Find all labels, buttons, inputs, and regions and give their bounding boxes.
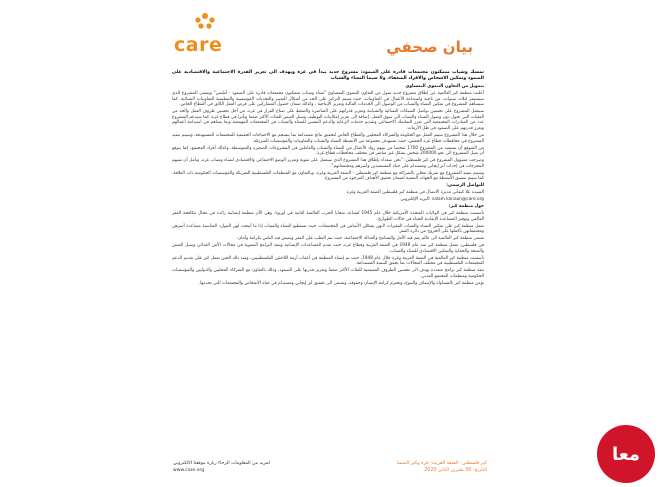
page-title: بيان صحفي — [386, 38, 473, 56]
body-paragraph: تؤمن منظمة كير بالمساواة والإنصاف والتنوع، وتحترم كرامة الإنسان وحقوقه، وتسعى الى تحقيق أثر إيجابي ومستدام في حياة الأشخاص والمجتمعات التي تخدمها. — [198, 281, 484, 287]
footer-contact: لمزيد من المعلومات الرجاء زيارة موقعنا الالكتروني — [173, 461, 270, 466]
care-hands-icon — [192, 10, 218, 36]
watermark-badge: معا — [597, 425, 655, 483]
section-subheading: بتمويل من التعاون التنموي النمساوي — [405, 84, 484, 89]
section-subheading: للتواصل الرسمي: — [446, 183, 484, 189]
headline: تمسك وشباب متمكنون مجتمعات قادرة على الصمود: مشروع جديد يبدأ في غزة ويهدف الى تعزيز القدرة الاجتماعية والاقتصادية على الصمود وتمكين الاشخاص والافراد الضعفاء، ولا سيما النساء والشباب — [172, 70, 484, 81]
paragraph-list — [172, 84, 484, 287]
body-paragraph: وسيتم تنفيذ المشروع مع شريك محلي بالشراكة مع منظمة كير فلسطين - الضفة الغربية وغزة، وبالتعاون مع المنظمات الفلسطينية الشريكة والمؤسسات الحكومية ذات العلاقة، كما سيتم تنسيق الأنشطة مع الجهات المعنية لضمان تحقيق الأهداف المرجوة من المشروع. — [172, 170, 484, 182]
footer-url[interactable]: www.care.org — [173, 468, 205, 473]
body-paragraph: وصرحت مسؤول المشروع في كير فلسطين: "نحن سعداء بإطلاق هذا المشروع الذي سيعمل على تقوية وتعزيز الوضع الاجتماعي والاقتصادي لنساء وشباب غزة، ونأمل أن تسهم المخرجات في إحداث أثر إيجابي ومستدام على حياة المستفيدين وأسرهم ومجتمعاتهم". — [172, 158, 484, 169]
body-paragraph: تسعى منظمة كير العالمية الى عالم يعم فيه الأمل والتسامح والعدالة الاجتماعية، حيث يتم التغلب على الفقر ويعيش فيه الناس بكرامة وأمان. — [236, 236, 484, 242]
body-paragraph: من المتوقع أن يستفيد من المشروع 1700 شخصا من بينهم رواد الأعمال من النساء والشباب والعاملين في المشروعات الصغيرة والمتوسطة، وكذلك أفراد المجتمع، كما يتوقع أن يصل المشروع الى نحو 200000 شخص بشكل غير مباشر في مختلف محافظات قطاع غزة. — [172, 145, 484, 157]
body-paragraph: تنفذ منظمة كير برامج متعددة تهدف الى تحسين الظروف المعيشية للفئات الأكثر ضعفا وتعزيز قدرتها على الصمود، وذلك بالتعاون مع الشركاء المحليين والدوليين والمؤسسات الحكومية ومنظمات المجتمع المدني. — [172, 268, 484, 280]
footer-date: التاريخ: 30 تشرين الثاني 2020 — [424, 468, 487, 473]
body-paragraph: أعلنت منظمة كير العالمية عن إطلاق مشروع جديد تمول من التعاون التنموي النمساوي "نساء وشباب متمكنون مجتمعات قادرة على الصمود - أمليس" ويسعى المشروع الذي سيستمر لثلاث سنوات، من ناحية واستدامة الأعمال في التعاونيات، حيث سيتم التركيز على الحد من أشكال التمييز والتحديات المؤسسية والتنظيمية للتعاونيات النسائية. كما سيساهم المشروع في تمكين النساء والشباب من الوصول الى الخدمات المالية وتعزيز الإنتاجية ، وكذلك ضمان حصول المشاركين على فرص العمل اللائق في القطاع الخاص. — [172, 90, 484, 108]
body-paragraph: السيدة علا كنفاني مديرة الاتصال في منظمة كير فلسطين الضفة الغربية وغزة — [346, 190, 484, 196]
care-logo-text: care — [174, 34, 223, 56]
care-logo — [174, 10, 236, 60]
body-paragraph: سيعمل المشروع على تحسين تواصل الشبكات النسائية والشبابية وتعزيز قدراتهم على المناصرة والضغط على صناع القرار في غزة، من أجل تحسين ظروف العمل والحد من العقبات التي تحول دون وصول النساء والشباب الى سوق العمل، إضافة الى تعزيز إمكانيات التوظيف وسبل العيش للفئات الأكثر ضعفا وتأثرا في قطاع غزة، كما سيدعم المشروع عدد من المبادرات المجتمعية التي تعزز التماسك الاجتماعي وتقديم خدمات الرعاية والدعم النفسي للنساء والشباب في المجتمعات المهمشة وبما يساهم في استدامة أعمالهم ويعزز قدرتهم على الصمود في ظل الأزمات. — [172, 109, 484, 131]
body-paragraph: تأسست منظمة كير العالمية في الضفة الغربية وغزة خلال عام 1948، حيث تم إنشاء المنظمة في أعقاب أزمة اللاجئين الفلسطينيين، ومنذ ذلك الحين تعمل كير على تقديم الدعم للمجتمعات الفلسطينية في مختلف المجالات بما يحقق التنمية المستدامة. — [172, 255, 485, 267]
document-body — [172, 70, 484, 288]
section-subheading: حول منظمة كير: — [448, 204, 484, 210]
footer-right — [397, 460, 487, 474]
body-paragraph: تأسست منظمة كير في الولايات المتحدة الأمريكية خلال عام 1945 لتساعد ضحايا الحرب العالمية الثانية في أوروبا، وهي الآن منظمة إنسانية رائدة في مجال مكافحة الفقر العالمي وتوفير المساعدة الإنقاذية للحياة في حالات الطوارئ. — [172, 211, 484, 222]
footer-org: كير فلسطين- الضفة الغربية- غزة وكير النمسا — [396, 461, 487, 466]
body-paragraph: تعمل منظمة كير على تمكين النساء والفتيات الفقيرات لأنهن يشكلن الأساس في المجتمعات، حيث تستطيع النساء والفتيات إذا ما أتيحت لهن الموارد المناسبة مساعدة أسرهن ومجتمعاتهن بأكملها على الخروج من دائرة الفقر. — [172, 223, 484, 235]
body-paragraph: salam.kanaan@care.org :البريد الإلكتروني — [400, 197, 484, 203]
body-paragraph: في فلسطين، تعمل منظمة كير منذ عام 1948 في الضفة الغربية وقطاع غزة، حيث تقدم المساعدات الإنسانية وتنفذ البرامج التنموية في مجالات الأمن الغذائي وسبل العيش والصحة والحماية والتمكين الاقتصادي للنساء والشباب. — [172, 243, 484, 254]
body-paragraph: من خلال هذا المشروع سيتم العمل مع الحكومة والشركاء المحليين والقطاع الخاص لتحقيق نتائج مستدامة بما ينسجم مع الاحتياجات الحقيقية للمجتمعات المستهدفة، وسيتم تنفيذ المشروع في محافظات قطاع غزة الخمس، حيث تستهدف مجموعة من الأنشطة النساء والشباب والتعاونيات والمؤسسات الشريكة. — [172, 132, 484, 144]
footer-left — [173, 460, 270, 474]
